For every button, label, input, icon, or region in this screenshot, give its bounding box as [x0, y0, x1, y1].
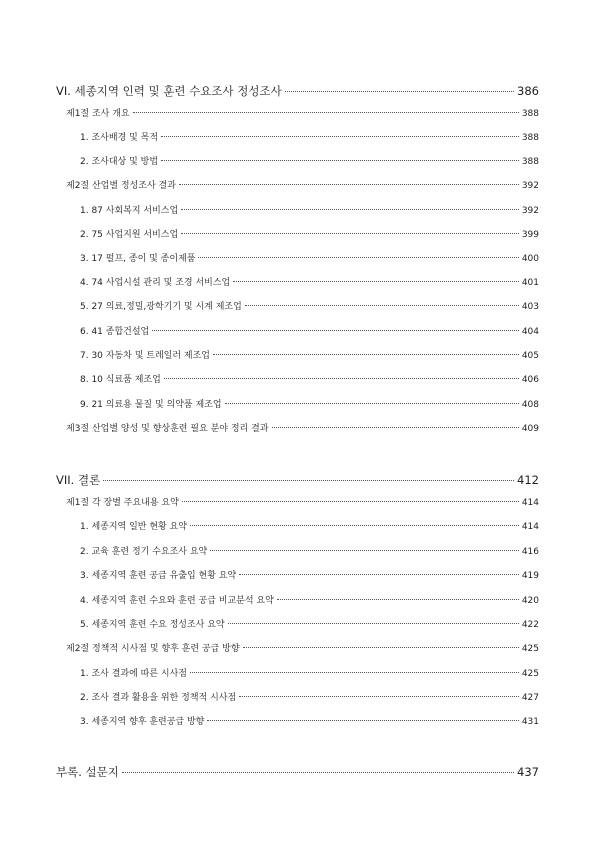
toc-item[interactable] [80, 372, 539, 385]
toc-label: 2. 조사 결과 활용을 위한 정책적 시사점 [80, 693, 237, 703]
dot-leader [207, 719, 518, 721]
toc-label: 3. 세종지역 향후 훈련공급 방향 [80, 717, 205, 727]
toc-page-number: 431 [521, 717, 539, 727]
toc-label: 5. 27 의료,정밀,광학기기 및 시계 제조업 [80, 302, 242, 312]
toc-label: 3. 17 펄프, 종이 및 종이제품 [80, 254, 196, 264]
dot-leader [122, 771, 514, 773]
toc-chapter[interactable] [66, 495, 539, 508]
dot-leader [233, 280, 519, 282]
toc-chapter[interactable] [66, 106, 539, 119]
toc-label: 8. 10 식료품 제조업 [80, 375, 161, 385]
dot-leader [243, 646, 519, 648]
dot-leader [285, 90, 514, 92]
toc-item[interactable] [80, 154, 539, 167]
toc-page-number: 392 [521, 181, 539, 191]
dot-leader [133, 111, 519, 113]
toc-chapter[interactable] [66, 641, 539, 654]
toc-chapter[interactable] [66, 178, 539, 191]
toc-page-number: 409 [521, 424, 539, 434]
toc-page-number: 404 [521, 327, 539, 337]
dot-leader [103, 479, 514, 481]
dot-leader [225, 402, 519, 404]
toc-label: 1. 87 사회복지 서비스업 [80, 206, 179, 216]
toc-item[interactable] [80, 130, 539, 143]
toc-page-number: 403 [521, 302, 539, 312]
toc-label: 9. 21 의료용 물질 및 의약품 제조업 [80, 400, 222, 410]
toc-page-number: 422 [521, 620, 539, 630]
toc-page-number: 414 [521, 498, 539, 508]
dot-leader [179, 183, 519, 185]
toc-label: 2. 75 사업지원 서비스업 [80, 230, 179, 240]
toc-label: 제1절 각 장별 주요내용 요약 [66, 498, 179, 508]
dot-leader [245, 304, 519, 306]
dot-leader [190, 671, 519, 673]
toc-item[interactable] [80, 666, 539, 679]
toc-item[interactable] [80, 568, 539, 581]
toc-item[interactable] [80, 275, 539, 288]
toc-label: 제1절 조사 개요 [66, 109, 130, 119]
dot-leader [161, 159, 519, 161]
toc-page-number: 388 [521, 133, 539, 143]
toc-label: 제2절 산업별 정성조사 결과 [66, 181, 176, 191]
toc-page-number: 400 [521, 254, 539, 264]
toc-label: VI. 세종지역 인력 및 훈련 수요조사 정성조사 [56, 84, 282, 98]
toc-page-number: 427 [521, 693, 539, 703]
toc-item[interactable] [80, 299, 539, 312]
toc-item[interactable] [80, 348, 539, 361]
toc-item[interactable] [80, 593, 539, 606]
toc-page-number: 388 [521, 109, 539, 119]
toc-page-number: 392 [521, 206, 539, 216]
toc-page-number: 437 [517, 765, 539, 779]
toc-page-number: 401 [521, 278, 539, 288]
toc-label: 부록. 설문지 [56, 765, 119, 779]
toc-item[interactable] [80, 203, 539, 216]
dot-leader [272, 426, 519, 428]
dot-leader [152, 329, 519, 331]
toc-page-number: 386 [517, 84, 539, 98]
toc-item[interactable] [80, 251, 539, 264]
toc-page-number: 408 [521, 400, 539, 410]
toc-label: 6. 41 종합건설업 [80, 327, 150, 337]
dot-leader [181, 232, 519, 234]
toc-label: 2. 조사대상 및 방법 [80, 157, 159, 167]
toc-page-number: 405 [521, 351, 539, 361]
dot-leader [181, 208, 519, 210]
dot-leader [164, 377, 519, 379]
toc-page-number: 416 [521, 547, 539, 557]
toc-chapter[interactable] [66, 421, 539, 434]
dot-leader [239, 695, 519, 697]
dot-leader [190, 524, 519, 526]
toc-page-number: 419 [521, 571, 539, 581]
toc-label: 1. 조사배경 및 목적 [80, 133, 159, 143]
toc-label: 7. 30 자동차 및 트레일러 제조업 [80, 351, 210, 361]
toc-page-number: 420 [521, 596, 539, 606]
toc-item[interactable] [80, 690, 539, 703]
toc-label: 제2절 정책적 시사점 및 향후 훈련 공급 방향 [66, 644, 240, 654]
toc-label: 3. 세종지역 훈련 공급 유출입 현황 요약 [80, 571, 237, 581]
dot-leader [213, 353, 519, 355]
toc-item[interactable] [80, 544, 539, 557]
toc-page-number: 399 [521, 230, 539, 240]
toc-label: 1. 세종지역 일반 현황 요약 [80, 522, 187, 532]
dot-leader [210, 549, 519, 551]
toc-item[interactable] [80, 324, 539, 337]
toc-page-number: 412 [517, 473, 539, 487]
toc-page-number: 425 [521, 644, 539, 654]
dot-leader [198, 256, 518, 258]
dot-leader [228, 622, 519, 624]
toc-label: VII. 결론 [56, 473, 101, 487]
toc-item[interactable] [80, 714, 539, 727]
dot-leader [277, 598, 519, 600]
toc-label: 4. 세종지역 훈련 수요와 훈련 공급 비교분석 요약 [80, 596, 274, 606]
toc-label: 4. 74 사업시설 관리 및 조경 서비스업 [80, 278, 231, 288]
toc-label: 제3절 산업별 양성 및 향상훈련 필요 분야 정리 결과 [66, 424, 269, 434]
dot-leader [239, 573, 519, 575]
toc-page-number: 414 [521, 522, 539, 532]
toc-page-number: 388 [521, 157, 539, 167]
toc-part-6[interactable] [56, 83, 539, 99]
toc-item[interactable] [80, 519, 539, 532]
toc-item[interactable] [80, 227, 539, 240]
toc-label: 5. 세종지역 훈련 수요 정성조사 요약 [80, 620, 225, 630]
toc-part-7[interactable] [56, 472, 539, 488]
toc-label: 1. 조사 결과에 따른 시사점 [80, 669, 187, 679]
toc-appendix[interactable] [56, 764, 539, 780]
toc-page-number: 425 [521, 669, 539, 679]
toc-label: 2. 교육 훈련 정기 수요조사 요약 [80, 547, 208, 557]
toc-item[interactable] [80, 617, 539, 630]
toc-page-number: 406 [521, 375, 539, 385]
dot-leader [182, 500, 519, 502]
dot-leader [161, 135, 519, 137]
toc-item[interactable] [80, 397, 539, 410]
